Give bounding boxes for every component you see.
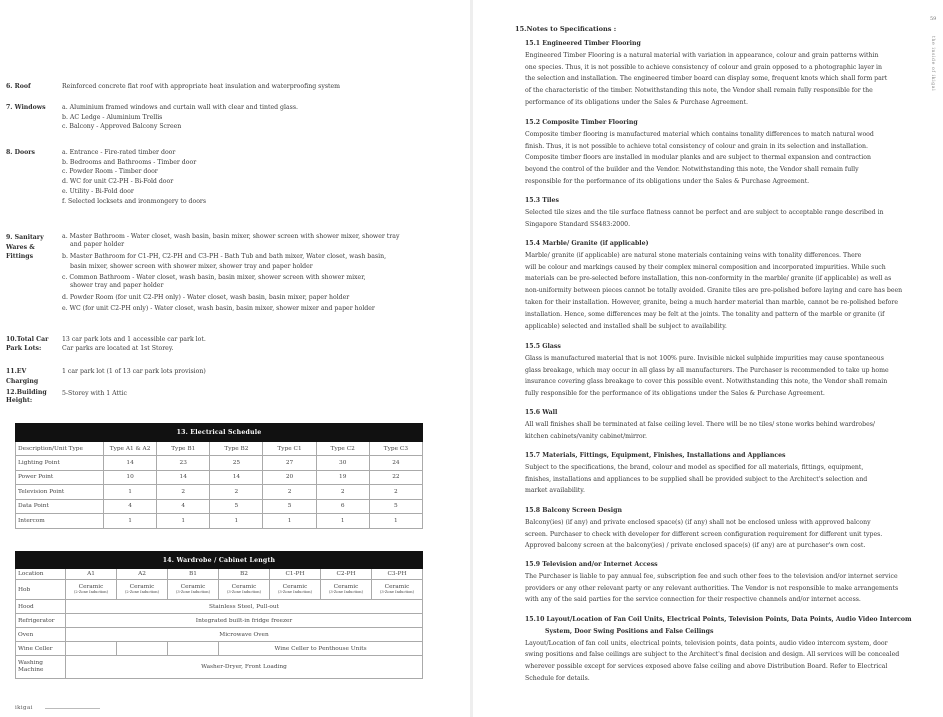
column-header: A1 <box>66 569 117 580</box>
cell-sub: (2-Zone Induction) <box>74 590 108 594</box>
cell-main: Ceramic <box>129 584 155 590</box>
table-cell: 2 <box>157 485 210 500</box>
note-line: The Purchaser is liable to pay annual fee, subscription fee and such other fees to the television and/or internet service <box>525 572 898 580</box>
note-tiles <box>525 195 913 230</box>
note-line: performance of its obligations under the Sales & Purchase Agreement. <box>525 98 748 106</box>
spec-line: f. Selected locksets and ironmongery to doors <box>62 197 207 205</box>
table-cell: Data Point <box>16 499 104 514</box>
page-number: 59 <box>930 16 937 22</box>
note-line: Balcony(ies) (if any) and private enclosed space(s) (if any) shall not be enclosed unless with approved balcony <box>525 518 871 526</box>
cell-sub: (3-Zone Induction) <box>176 590 210 594</box>
note-line: kitchen cabinets/vanity cabinet/mirror. <box>525 432 647 440</box>
note-heading: 15.3 Tiles <box>525 197 559 204</box>
table-cell: 14 <box>104 456 157 471</box>
table-cell: 2 <box>263 485 316 500</box>
column-header: Type A1 & A2 <box>104 442 157 456</box>
note-line: Composite timber flooring is manufactured material which contains tonality differences to match natural wood <box>525 130 874 138</box>
note-line: Glass is manufactured material that is not 100% pure. Invisible nickel sulphide impurities may cause spontaneous <box>525 354 884 362</box>
note-heading: 15.9 Television and/or Internet Access <box>525 561 658 568</box>
table-cell: 1 <box>263 514 316 529</box>
note-marble-granite <box>525 238 913 332</box>
table-header-row <box>16 569 423 580</box>
spec-line: c. Powder Room - Timber door <box>62 168 158 176</box>
column-header: Type C3 <box>369 442 422 456</box>
table-row <box>16 470 423 485</box>
note-line: taken for their installation. However, granite, being a much harder material than marble, cannot be re-polished before <box>525 298 898 306</box>
table-cell: 2 <box>210 485 263 500</box>
table-row <box>16 485 423 500</box>
note-line: Composite timber floors are installed in modular planks and are subject to thermal expansion and contraction <box>525 154 871 162</box>
table-row <box>16 600 423 614</box>
table-cell: 24 <box>369 456 422 471</box>
table-cell: 27 <box>263 456 316 471</box>
note-line: Schedule for details. <box>525 674 590 682</box>
table-cell: Washer-Dryer, Front Loading <box>66 656 423 679</box>
note-line: glass breakage, which may occur in all glass by all manufacturers. The Purchaser is recommended to take up home <box>525 366 889 374</box>
table-cell: 5 <box>369 499 422 514</box>
spec-label: 7. Windows <box>6 104 46 111</box>
column-header: B2 <box>219 569 270 580</box>
cell-main: Ceramic <box>282 584 308 590</box>
table-cell: 5 <box>263 499 316 514</box>
table-cell <box>66 580 117 600</box>
spec-line: Car parks are located at 1st Storey. <box>62 344 174 352</box>
note-heading: 15.5 Glass <box>525 343 561 350</box>
table-cell: 4 <box>104 499 157 514</box>
spec-line: d. Powder Room (for unit C2-PH only) - Water closet, wash basin, basin mixer, paper holder <box>62 293 350 301</box>
column-header: Type B1 <box>157 442 210 456</box>
note-line: Layout/Location of fan coil units, electrical points, television points, data points, audio video intercom system, door <box>525 639 888 647</box>
note-line: Engineered Timber Flooring is a natural material with variation in appearance, colour and grain patterns within <box>525 51 879 59</box>
note-line: swing positions and false ceilings are subject to the Architect's final decision and design. All services will be concealed <box>525 651 900 659</box>
note-line: Selected tile sizes and the tile surface flatness cannot be perfect and are subject to acceptable range described in <box>525 208 884 216</box>
table-cell: 1 <box>157 514 210 529</box>
spec-label: 11.EV Charging <box>6 368 39 385</box>
table-cell: 2 <box>369 485 422 500</box>
table-cell <box>117 642 168 656</box>
table-row <box>16 580 423 600</box>
table-cell: 5 <box>210 499 263 514</box>
note-heading-cont: System, Door Swing Positions and False Ceilings <box>545 627 714 635</box>
column-header: C2-PH <box>321 569 372 580</box>
column-header: Type B2 <box>210 442 263 456</box>
note-line: finish. Thus, it is not possible to achieve total consistency of colour and grain in its selection and installation. <box>525 142 868 150</box>
spec-line: e. Utility - Bi-Fold door <box>62 187 134 195</box>
column-header: B1 <box>168 569 219 580</box>
left-page <box>0 0 470 717</box>
spec-label: 10.Total Car Park Lots: <box>6 336 49 352</box>
note-line: Subject to the specifications, the brand, colour and model as specified for all materials, fittings, equipment, <box>525 463 864 471</box>
table-cell: 1 <box>316 514 369 529</box>
column-header: C1-PH <box>270 569 321 580</box>
note-heading: 15.2 Composite Timber Flooring <box>525 119 638 126</box>
note-glass <box>525 341 913 400</box>
table-row <box>16 456 423 471</box>
note-layout-location <box>525 614 913 685</box>
table-cell: 1 <box>104 485 157 500</box>
note-composite-timber <box>525 117 913 188</box>
cell-sub: (3-Zone Induction) <box>227 590 261 594</box>
spec-line: e. WC (for unit C2-PH only) - Water closet, wash basin, basin mixer, shower mixer and paper holder <box>62 305 375 313</box>
note-line: beyond the control of the builder and the Vendor. Notwithstanding this note, the Vendor shall remain fully <box>525 166 859 174</box>
spec-line: 5-Storey with 1 Attic <box>62 390 127 397</box>
note-line: one species. Thus, it is not possible to achieve consistency of colour and grain opposed to a photographic layer in <box>525 63 882 71</box>
spec-line: d. WC for unit C2-PH - Bi-Fold door <box>62 178 174 186</box>
note-line: installation. Hence, some differences may be felt at the joints. The tonality and pattern of the marble or granite (if <box>525 310 885 318</box>
table-cell <box>372 580 423 600</box>
cell-main: Ceramic <box>333 584 359 590</box>
row-label: Hob <box>16 580 66 600</box>
row-label: Wine Celler <box>16 642 66 656</box>
table-cell <box>270 580 321 600</box>
spec-line: a. Master Bathroom - Water closet, wash basin, basin mixer, shower screen with shower mixer, shower tray <box>62 233 400 240</box>
note-materials <box>525 450 913 497</box>
note-heading: 15.4 Marble/ Granite (if applicable) <box>525 240 649 247</box>
row-label: Washing Machine <box>16 656 66 679</box>
note-wall <box>525 407 913 442</box>
table-cell: Power Point <box>16 470 104 485</box>
note-line: market availability. <box>525 487 585 495</box>
spec-line: b. AC Ledge - Aluminium Trellis <box>62 113 163 121</box>
cell-sub: (3-Zone Induction) <box>380 590 414 594</box>
column-header: C3-PH <box>372 569 423 580</box>
table-cell <box>66 642 117 656</box>
table-cell: 1 <box>210 514 263 529</box>
column-header: Description/Unit Type <box>16 442 104 456</box>
table-row <box>16 656 423 679</box>
table-cell: 1 <box>369 514 422 529</box>
table-cell: 22 <box>369 470 422 485</box>
table-cell: Microwave Oven <box>66 628 423 642</box>
spec-line: Reinforced concrete flat roof with appropriate heat insulation and waterproofing system <box>62 83 341 90</box>
table-cell: 23 <box>157 456 210 471</box>
spec-line: and paper holder <box>70 241 125 249</box>
note-line: Singapore Standard SS483:2000. <box>525 220 631 228</box>
note-line: All wall finishes shall be terminated at false ceiling level. There will be no tiles/ stone works behind wardrobes/ <box>525 420 876 428</box>
row-label: Oven <box>16 628 66 642</box>
spec-line: basin mixer, shower screen with shower mixer, shower tray and paper holder <box>70 262 313 270</box>
wardrobe-cabinet-title: 14. Wardrobe / Cabinet Length <box>16 552 423 569</box>
cell-main: Ceramic <box>78 584 104 590</box>
spec-label: 9. Sanitary Wares & Fittings <box>6 234 44 261</box>
table-cell: 10 <box>104 470 157 485</box>
note-engineered-timber <box>525 38 913 109</box>
table-header-row <box>16 442 423 456</box>
row-label: Hood <box>16 600 66 614</box>
table-cell: Lighting Point <box>16 456 104 471</box>
note-heading: 15.10 Layout/Location of Fan Coil Units, Electrical Points, Television Points, Data Points, Audio Video Intercom <box>525 616 912 623</box>
spec-label: 12.Building Height: <box>6 389 47 404</box>
electrical-schedule-table <box>15 423 423 529</box>
note-line: finishes, installations and appliances to be supplied shall be provided subject to the Architect's selection and <box>525 475 868 483</box>
vertical-caption: the inside of ikigai <box>930 36 935 92</box>
table-cell: 2 <box>316 485 369 500</box>
table-row <box>16 514 423 529</box>
notes-title: 15.Notes to Specifications : <box>515 25 617 33</box>
note-line: non-uniformity between pieces cannot be totally avoided. Granite tiles are pre-polished before laying and care has been <box>525 287 903 295</box>
spec-line: a. Aluminium framed windows and curtain wall with clear and tinted glass. <box>62 104 298 111</box>
cell-sub: (2-Zone Induction) <box>125 590 159 594</box>
table-cell: 20 <box>263 470 316 485</box>
cell-sub: (3-Zone Induction) <box>278 590 312 594</box>
table-row <box>16 499 423 514</box>
column-header: Type C1 <box>263 442 316 456</box>
table-cell: 14 <box>157 470 210 485</box>
note-heading: 15.8 Balcony Screen Design <box>525 507 622 514</box>
table-cell: 4 <box>157 499 210 514</box>
note-heading: 15.7 Materials, Fittings, Equipment, Finishes, Installations and Appliances <box>525 452 786 459</box>
cell-main: Ceramic <box>231 584 257 590</box>
table-cell: Television Point <box>16 485 104 500</box>
note-line: Approved balcony screen at the balcony(ies) / private enclosed space(s) (if any) are at purchaser's own cost. <box>525 542 866 550</box>
spec-line: a. Entrance - Fire-rated timber door <box>62 149 176 156</box>
electrical-schedule-title: 13. Electrical Schedule <box>16 424 423 442</box>
note-line: materials can be pre-selected before installation, this non-conformity in the marble/ granite (if applicable) as well as <box>525 275 892 283</box>
table-row <box>16 614 423 628</box>
table-cell: 30 <box>316 456 369 471</box>
note-line: of the characteristic of the timber. Notwithstanding this note, the Vendor shall remain fully responsible for the <box>525 87 873 95</box>
note-heading: 15.1 Engineered Timber Flooring <box>525 40 641 47</box>
spec-line: b. Bedrooms and Bathrooms - Timber door <box>62 158 197 166</box>
right-page <box>473 0 943 717</box>
table-cell <box>321 580 372 600</box>
table-row <box>16 628 423 642</box>
table-cell: 1 <box>104 514 157 529</box>
column-header: Location <box>16 569 66 580</box>
spec-line: 13 car park lots and 1 accessible car park lot. <box>62 336 206 343</box>
note-line: screen. Purchaser to check with developer for different screen configuration requirement for different unit types. <box>525 530 883 538</box>
table-cell <box>168 580 219 600</box>
cell-sub: (3-Zone Induction) <box>329 590 363 594</box>
table-cell <box>219 580 270 600</box>
table-cell: Integrated built-in fridge freezer <box>66 614 423 628</box>
column-header: A2 <box>117 569 168 580</box>
note-line: will be colour and markings caused by their complex mineral composition and incorporated impurities. While such <box>525 263 886 271</box>
table-cell <box>168 642 219 656</box>
spec-line: c. Balcony - Approved Balcony Screen <box>62 123 182 131</box>
spec-label: 6. Roof <box>6 83 31 90</box>
spec-line: shower tray and paper holder <box>70 282 164 290</box>
spec-line: c. Common Bathroom - Water closet, wash basin, basin mixer, shower screen with shower mixer, <box>62 274 366 282</box>
note-television-internet <box>525 559 913 606</box>
row-label: Refrigerator <box>16 614 66 628</box>
table-cell <box>117 580 168 600</box>
note-heading: 15.6 Wall <box>525 409 558 416</box>
note-line: insurance covering glass breakage to cover this possible event. Notwithstanding this note, the Vendor shall remain <box>525 378 888 386</box>
wardrobe-cabinet-table <box>15 551 423 679</box>
note-line: Marble/ granite (if applicable) are natural stone materials containing veins with tonality differences. There <box>525 251 862 259</box>
table-cell: 19 <box>316 470 369 485</box>
note-line: with any of the said parties for the service connection for their respective channels and/or internet access. <box>525 596 861 604</box>
note-line: providers or any other relevant party or any relevant authorities. The Vendor is not responsible to make arrangements <box>525 584 899 592</box>
note-line: applicable) selected and installed shall be subject to availability. <box>525 322 727 330</box>
table-cell: 14 <box>210 470 263 485</box>
table-cell: Stainless Steel, Pull-out <box>66 600 423 614</box>
note-balcony-screen <box>525 505 913 552</box>
table-cell: Intercom <box>16 514 104 529</box>
table-cell: 6 <box>316 499 369 514</box>
note-line: responsible for the performance of its obligations under the Sales & Purchase Agreement. <box>525 177 810 185</box>
note-line: wherever possible except for services exposed above false ceiling and above Distribution Board. Refer to Electrical <box>525 663 888 671</box>
footer-divider <box>45 708 100 709</box>
footer-brand: ikigai <box>15 705 33 711</box>
table-cell: Wine Celler to Penthouse Units <box>219 642 423 656</box>
note-line: fully responsible for the performance of its obligations under the Sales & Purchase Agreement. <box>525 390 825 398</box>
column-header: Type C2 <box>316 442 369 456</box>
table-cell: 25 <box>210 456 263 471</box>
note-line: the selection and installation. The engineered timber board can display some, frequent knots which shall form part <box>525 75 888 83</box>
cell-main: Ceramic <box>180 584 206 590</box>
spec-line: b. Master Bathroom for C1-PH, C2-PH and C3-PH - Bath Tub and bath mixer, Water closet, wash basin, <box>62 252 387 260</box>
spec-line: 1 car park lot (1 of 13 car park lots provision) <box>62 368 206 375</box>
cell-main: Ceramic <box>384 584 410 590</box>
table-row <box>16 642 423 656</box>
spec-label: 8. Doors <box>6 149 35 156</box>
